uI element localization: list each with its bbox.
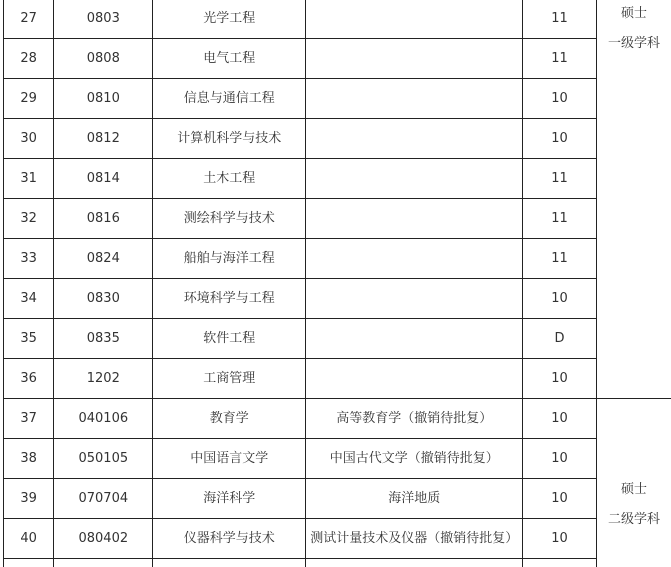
discipline-name: 海洋科学 xyxy=(153,479,306,519)
level-value: 11 xyxy=(523,0,597,39)
category-line2: 一级学科 xyxy=(607,36,660,51)
row-number: 28 xyxy=(4,39,54,79)
table-row xyxy=(4,159,671,199)
sub-discipline xyxy=(306,239,523,279)
level-value: 11 xyxy=(523,159,597,199)
level-value: 10 xyxy=(523,479,597,519)
discipline-name: 电气工程 xyxy=(153,39,306,79)
table-row xyxy=(4,79,671,119)
row-number: 31 xyxy=(4,159,54,199)
discipline-code: 050105 xyxy=(54,439,153,479)
table-row xyxy=(4,39,671,79)
row-number: 36 xyxy=(4,359,54,399)
category-line1: 硕士 xyxy=(620,6,647,21)
discipline-name: 软件工程 xyxy=(153,319,306,359)
discipline-name: 计算机科学与技术 xyxy=(153,119,306,159)
table-row xyxy=(4,119,671,159)
level-value: 10 xyxy=(523,359,597,399)
table-row xyxy=(4,399,671,439)
level-value: 11 xyxy=(523,39,597,79)
discipline-code: 0808 xyxy=(54,39,153,79)
row-number: 34 xyxy=(4,279,54,319)
discipline-table xyxy=(3,0,671,567)
sub-discipline xyxy=(306,279,523,319)
discipline-code: 0816 xyxy=(54,199,153,239)
discipline-name: 中国语言文学 xyxy=(153,439,306,479)
row-number: 40 xyxy=(4,519,54,559)
table-row xyxy=(4,439,671,479)
discipline-code: 0830 xyxy=(54,279,153,319)
discipline-name: 土木工程 xyxy=(153,159,306,199)
sub-discipline xyxy=(306,0,523,39)
discipline-name: 教育学 xyxy=(153,399,306,439)
category-first-level xyxy=(596,0,671,399)
discipline-name: 环境科学与工程 xyxy=(153,279,306,319)
sub-discipline: 中国古代文学（撤销待批复） xyxy=(306,439,523,479)
level-value: 10 xyxy=(523,119,597,159)
level-value: 11 xyxy=(523,239,597,279)
table-row xyxy=(4,479,671,519)
table-row xyxy=(4,239,671,279)
level-value: 10 xyxy=(523,519,597,559)
sub-discipline xyxy=(306,199,523,239)
row-number: 30 xyxy=(4,119,54,159)
table-row xyxy=(4,519,671,559)
discipline-name: 船舶与海洋工程 xyxy=(153,239,306,279)
sub-discipline: 测试计量技术及仪器（撤销待批复） xyxy=(306,519,523,559)
table-row xyxy=(4,0,671,39)
row-number: 35 xyxy=(4,319,54,359)
discipline-code: 070704 xyxy=(54,479,153,519)
discipline-code: 0814 xyxy=(54,159,153,199)
discipline-code: 0803 xyxy=(54,0,153,39)
sub-discipline xyxy=(306,159,523,199)
table-row xyxy=(4,559,671,567)
sub-discipline xyxy=(306,119,523,159)
discipline-name: 工商管理 xyxy=(153,359,306,399)
row-number: 33 xyxy=(4,239,54,279)
discipline-code: 0810 xyxy=(54,79,153,119)
level-value: 10 xyxy=(523,439,597,479)
level-value: 11 xyxy=(523,199,597,239)
row-number: 38 xyxy=(4,439,54,479)
category-line2: 二级学科 xyxy=(607,511,660,527)
row-number: 29 xyxy=(4,79,54,119)
discipline-name: 测绘科学与技术 xyxy=(153,199,306,239)
sub-discipline xyxy=(306,359,523,399)
sub-discipline: 海洋地质 xyxy=(306,479,523,519)
discipline-code: 040106 xyxy=(54,399,153,439)
level-value: D xyxy=(523,319,597,359)
row-number: 32 xyxy=(4,199,54,239)
discipline-code: 080402 xyxy=(54,519,153,559)
sub-discipline xyxy=(306,79,523,119)
discipline-code: 0835 xyxy=(54,319,153,359)
table-row xyxy=(4,279,671,319)
discipline-code: 0824 xyxy=(54,239,153,279)
row-number: 39 xyxy=(4,479,54,519)
discipline-name: 光学工程 xyxy=(153,0,306,39)
table-row xyxy=(4,359,671,399)
discipline-name: 仪器科学与技术 xyxy=(153,519,306,559)
category-second-level xyxy=(596,399,671,567)
discipline-code: 0812 xyxy=(54,119,153,159)
sub-discipline: 高等教育学（撤销待批复） xyxy=(306,399,523,439)
category-line1: 硕士 xyxy=(620,481,647,497)
row-number: 37 xyxy=(4,399,54,439)
row-number: 27 xyxy=(4,0,54,39)
level-value: 10 xyxy=(523,399,597,439)
level-value: 10 xyxy=(523,279,597,319)
sub-discipline xyxy=(306,319,523,359)
table-row xyxy=(4,319,671,359)
level-value: 10 xyxy=(523,79,597,119)
sub-discipline xyxy=(306,39,523,79)
discipline-code: 1202 xyxy=(54,359,153,399)
table-row xyxy=(4,199,671,239)
discipline-name: 信息与通信工程 xyxy=(153,79,306,119)
